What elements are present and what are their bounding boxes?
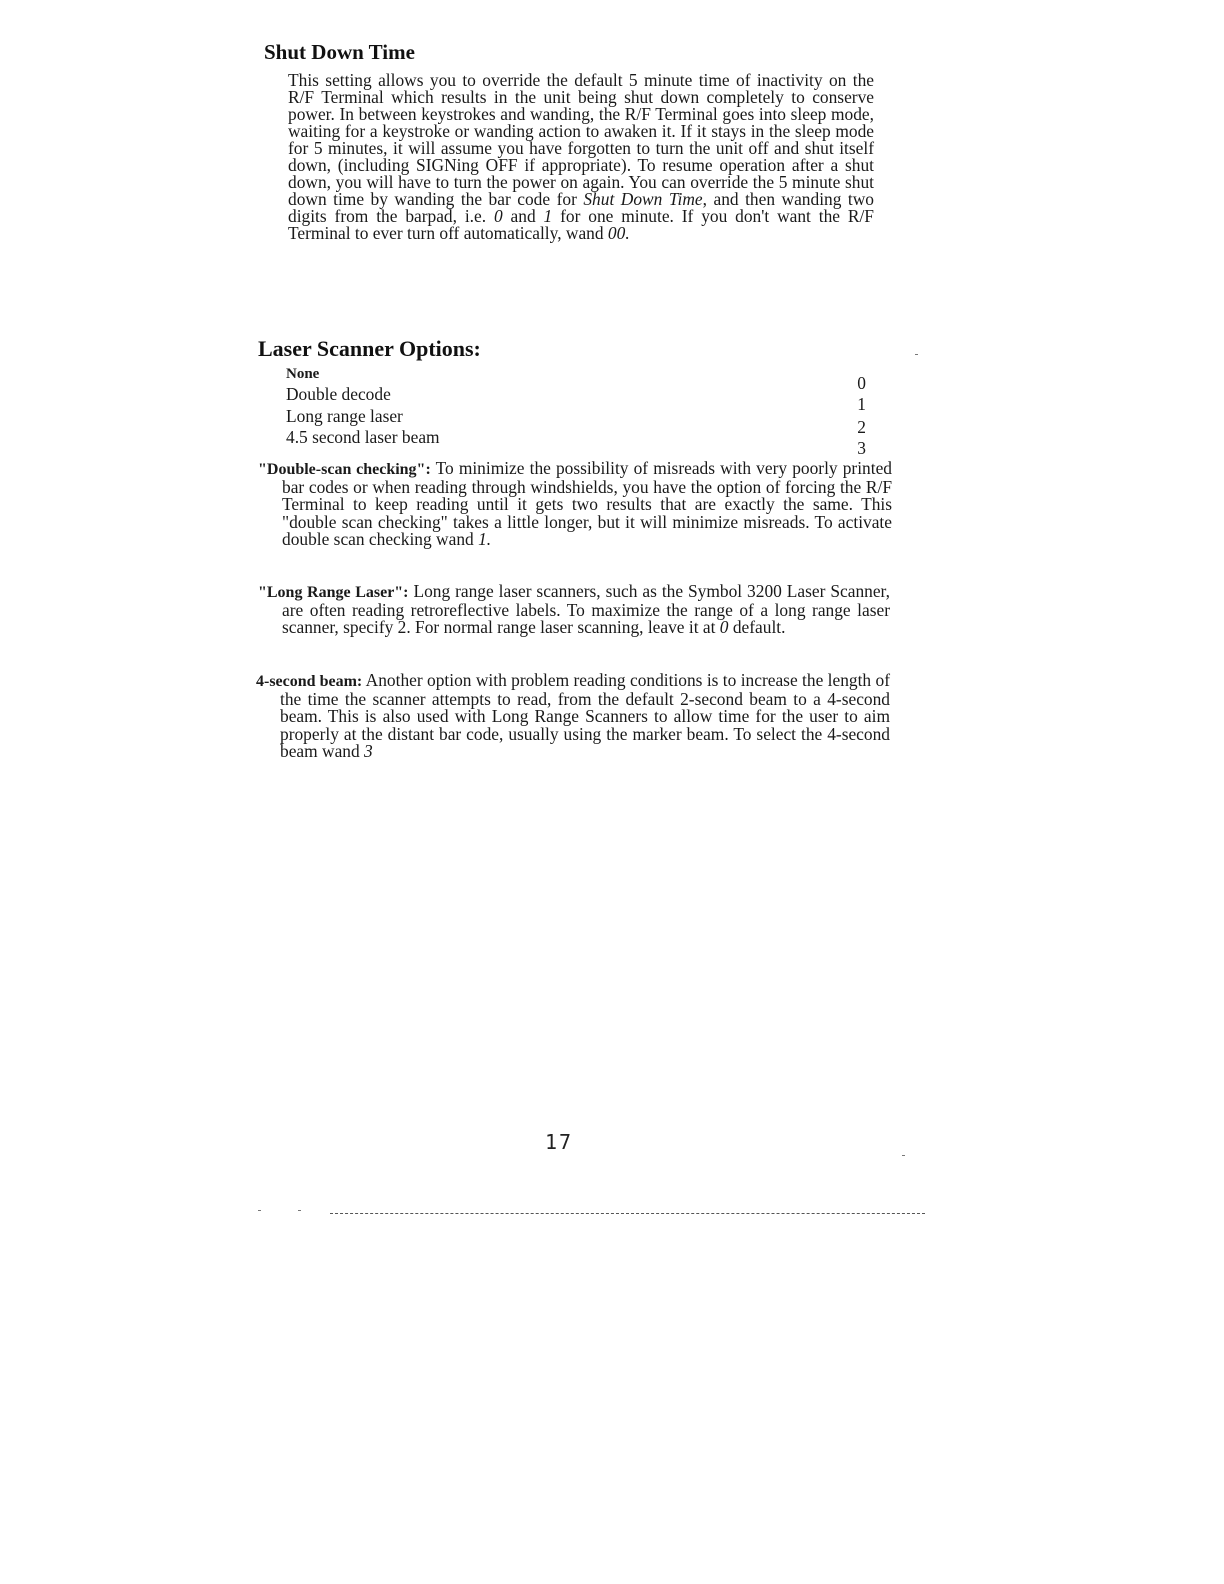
long-range-laser-paragraph — [258, 583, 890, 637]
double-scan-term: "Double-scan checking": — [258, 461, 431, 478]
four-second-text: Another option with problem reading conditions is to increase the length of the time the scanner attempts to read, from the default 2-second beam to a 4-second beam. This is also used with Long Range Scanners to allow time for the user to aim properly at the distant bar code, usually using the marker beam. To select the 4-second beam wand — [280, 670, 890, 761]
double-scan-text: To minimize the possibility of misreads with very poorly printed bar codes or when reading through windshields, you have the option of forcing the R/F Terminal to keep reading until it gets two results that are exactly the same. This "double scan checking" takes a little longer, but it will minimize misreads. To activate double scan checking wand — [282, 458, 892, 549]
shut-down-time-paragraph — [288, 72, 874, 242]
scan-speck — [258, 1210, 261, 1211]
double-scan-value-em: 1. — [478, 529, 492, 549]
digit-one-em: 1 — [543, 206, 553, 226]
long-range-text: Long range laser scanners, such as the Symbol 3200 Laser Scanner, are often reading retroreflective labels. To maximize the range of a long range laser scanner, specify 2. For normal range laser scanning, leave it at — [282, 581, 890, 637]
option-label: Long range laser — [286, 406, 403, 426]
four-second-value-em: 3 — [364, 741, 373, 761]
option-row-double-decode — [286, 384, 866, 414]
page-bottom-rule — [330, 1213, 925, 1214]
scan-speck — [902, 1155, 905, 1156]
option-value: 0 — [857, 373, 866, 393]
shut-down-time-em: Shut Down Time — [583, 189, 703, 209]
long-range-tail: default. — [728, 617, 786, 637]
page-number: 17 — [545, 1130, 574, 1154]
four-second-beam-paragraph — [256, 672, 890, 761]
digit-zero-em: 0 — [493, 206, 503, 226]
option-value: 1 — [857, 394, 866, 414]
option-label: None — [286, 366, 320, 382]
scan-speck — [915, 354, 918, 355]
option-label: 4.5 second laser beam — [286, 427, 440, 447]
shut-down-text-3: and — [502, 206, 544, 226]
option-row-none — [286, 364, 866, 393]
scan-speck — [298, 1210, 301, 1211]
section-title-shut-down-time: Shut Down Time — [264, 40, 415, 64]
shut-down-text-1: This setting allows you to override the default 5 minute time of inactivity on the R/F Terminal which results in the unit being shut down completely to conserve power. In between keystrokes and wanding, the R/F Terminal goes into sleep mode, waiting for a keystroke or wanding action to awaken it. If it stays in the sleep mode for 5 minutes, it will assume you have forgotten to turn the unit off and shut itself down, (including SIGNing OFF if appropriate). To resume operation after a shut down, you will have to turn the power on again. You can override the 5 minute shut down time by wanding the bar code for — [288, 70, 874, 209]
shut-down-text-2: , and then wanding two digits from the barpad, i.e. — [288, 189, 874, 226]
option-label: Double decode — [286, 384, 391, 404]
double-scan-checking-paragraph — [258, 460, 892, 549]
long-range-term: "Long Range Laser": — [258, 584, 409, 601]
long-range-value-em: 0 — [719, 617, 729, 637]
four-second-term: 4-second beam: — [256, 673, 363, 690]
shut-down-text-4: for one minute. If you don't want the R/F Terminal to ever turn off automatically, wand — [288, 206, 874, 243]
option-row-4-5-second-beam — [286, 427, 866, 458]
double-zero-em: 00. — [607, 223, 630, 243]
section-title-laser-scanner-options: Laser Scanner Options: — [258, 336, 481, 361]
option-value: 3 — [857, 438, 866, 458]
option-value: 2 — [857, 417, 866, 437]
